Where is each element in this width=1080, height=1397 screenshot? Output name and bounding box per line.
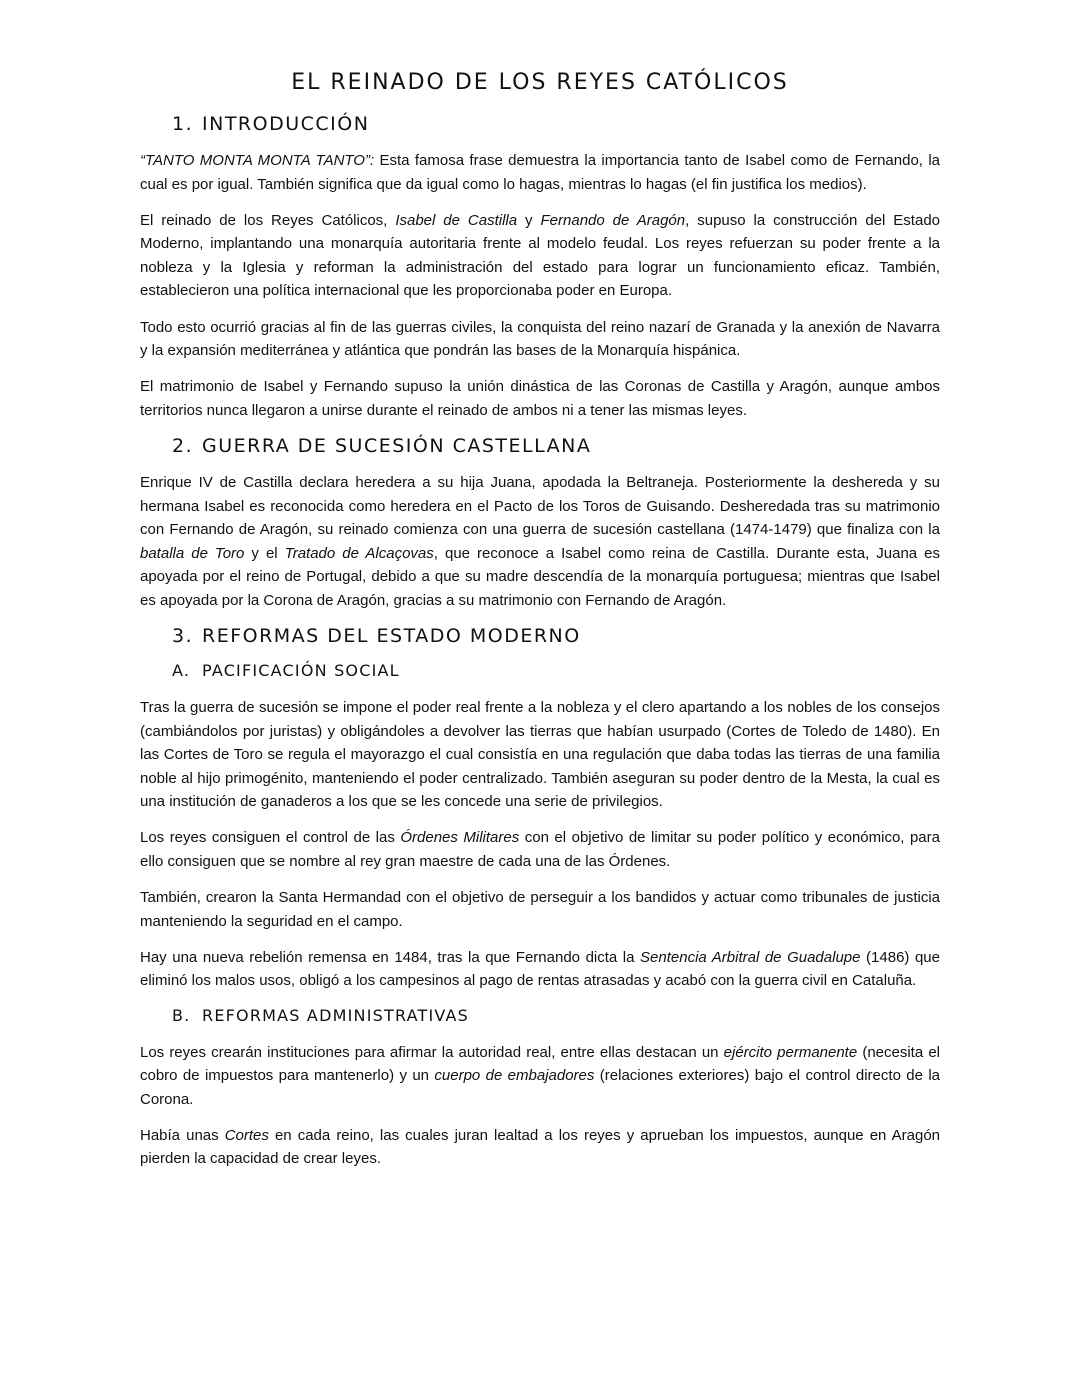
text-run: , supuso la construcción del Estado Moderno, implantando una monarquía autoritaria frente al modelo feudal. Los reyes refuerzan su poder frente a la nobleza y la Iglesia y reforman la administración del estado para lograr un funcionamiento eficaz. También, establecieron una política internacional que les proporcionaba poder en Europa.	[140, 211, 940, 300]
paragraph	[140, 696, 940, 814]
italic-text: ejército permanente	[723, 1043, 858, 1061]
text-run: , que reconoce a Isabel como reina de Castilla. Durante esta, Juana es apoyada por el reino de Portugal, debido a que su madre descendía de la monarquía portuguesa; mientras que Isabel es apoyada por la Corona de Aragón, gracias a su matrimonio con Fernando de Aragón.	[140, 544, 940, 609]
subsection-heading	[172, 1006, 940, 1025]
paragraph	[140, 209, 940, 303]
paragraph	[140, 1041, 940, 1112]
paragraph	[140, 946, 940, 993]
heading-number: 3.	[172, 625, 194, 647]
text-run: El reinado de los Reyes Católicos,	[140, 211, 396, 229]
text-run: (1486) que eliminó los malos usos, obligó a los campesinos al pago de rentas atrasadas y acabó con la guerra civil en Cataluña.	[140, 948, 940, 990]
text-run: (relaciones exteriores) bajo el control directo de la Corona.	[140, 1067, 941, 1108]
heading-text: PACIFICACIÓN SOCIAL	[202, 661, 400, 680]
text-run: Había unas	[140, 1126, 225, 1144]
paragraph	[140, 826, 940, 873]
text-run: Tras la guerra de sucesión se impone el poder real frente a la nobleza y el clero apartando a los nobles de los consejos (cambiándolos por juristas) y obligándoles a devolver las tierras que habían usurpado (Cortes de Toledo de 1480). En las Cortes de Toro se regula el mayorazgo el cual consistía en una regulación que daba todas las tierras de una familia noble al hijo primogénito, manteniendo el poder centralizado. También aseguran su poder dentro de la Mesta, la cual es una institución de ganaderos a los que se les concede una serie de privilegios.	[140, 699, 940, 811]
text-run: Esta famosa frase demuestra la importancia tanto de Isabel como de Fernando, la cual es por igual. También significa que da igual como lo hagas, mientras lo hagas (el fin justifica los medios).	[140, 152, 940, 193]
italic-text: Isabel de Castilla	[395, 211, 518, 229]
italic-text: “TANTO MONTA MONTA TANTO”:	[140, 152, 375, 169]
italic-text: Tratado de Alcaçovas	[284, 544, 434, 562]
text-run: (necesita el cobro de impuestos para mantenerlo) y un	[140, 1043, 941, 1085]
italic-text: batalla de Toro	[140, 544, 245, 562]
paragraph	[140, 1124, 940, 1171]
italic-text: Cortes	[224, 1126, 269, 1144]
paragraph	[140, 471, 940, 613]
paragraph	[140, 375, 940, 422]
text-run: en cada reino, las cuales juran lealtad a los reyes y aprueban los impuestos, aunque en Aragón pierden la capacidad de crear leyes.	[140, 1126, 941, 1168]
heading-text: REFORMAS DEL ESTADO MODERNO	[202, 625, 581, 647]
text-run: Hay una nueva rebelión remensa en 1484, tras la que Fernando dicta la	[140, 948, 641, 966]
heading-number: A.	[172, 661, 191, 680]
heading-number: 1.	[172, 113, 194, 135]
text-run: También, crearon la Santa Hermandad con el objetivo de perseguir a los bandidos y actuar como tribunales de justicia manteniendo la seguridad en el campo.	[140, 889, 940, 930]
heading-number: B.	[172, 1005, 191, 1025]
italic-text: Órdenes Militares	[400, 829, 520, 847]
heading-text: GUERRA DE SUCESIÓN CASTELLANA	[202, 434, 592, 457]
heading-text: REFORMAS ADMINISTRATIVAS	[202, 1005, 470, 1025]
paragraph	[140, 316, 940, 363]
section-heading	[172, 625, 940, 647]
text-run: con el objetivo de limitar su poder político y económico, para ello consiguen que se nombre al rey gran maestre de cada una de las Órdenes.	[140, 829, 940, 871]
document-page	[140, 70, 940, 1184]
paragraph	[140, 149, 940, 196]
heading-text: INTRODUCCIÓN	[202, 113, 370, 135]
text-run: y el	[244, 544, 285, 562]
text-run: y	[517, 211, 541, 229]
italic-text: Fernando de Aragón	[540, 211, 686, 229]
italic-text: Sentencia Arbitral de Guadalupe	[640, 948, 861, 966]
subsection-heading	[172, 661, 940, 680]
text-run: El matrimonio de Isabel y Fernando supuso la unión dinástica de las Coronas de Castilla y Aragón, aunque ambos territorios nunca llegaron a unirse durante el reinado de ambos ni a tener las mismas leyes.	[140, 378, 940, 419]
text-run: Todo esto ocurrió gracias al fin de las guerras civiles, la conquista del reino nazarí de Granada y la anexión de Navarra y la expansión mediterránea y atlántica que pondrán las bases de la Monarquía hispánica.	[140, 318, 940, 360]
italic-text: cuerpo de embajadores	[434, 1067, 595, 1085]
document-body	[140, 113, 940, 1171]
paragraph	[140, 886, 940, 933]
document-title: EL REINADO DE LOS REYES CATÓLICOS	[291, 70, 789, 95]
heading-number: 2.	[172, 434, 194, 457]
section-heading	[172, 113, 940, 135]
text-run: Los reyes consiguen el control de las	[140, 829, 401, 847]
section-heading	[172, 435, 940, 457]
text-run: Enrique IV de Castilla declara heredera a su hija Juana, apodada la Beltraneja. Posteriormente la deshereda y su hermana Isabel es reconocida como heredera en el Pacto de los Toros de Guisando. Desheredada tras su matrimonio con Fernando de Aragón, su reinado comienza con una guerra de sucesión castellana (1474-1479) que finaliza con la	[140, 473, 940, 539]
text-run: Los reyes crearán instituciones para afirmar la autoridad real, entre ellas destacan un	[140, 1043, 724, 1061]
